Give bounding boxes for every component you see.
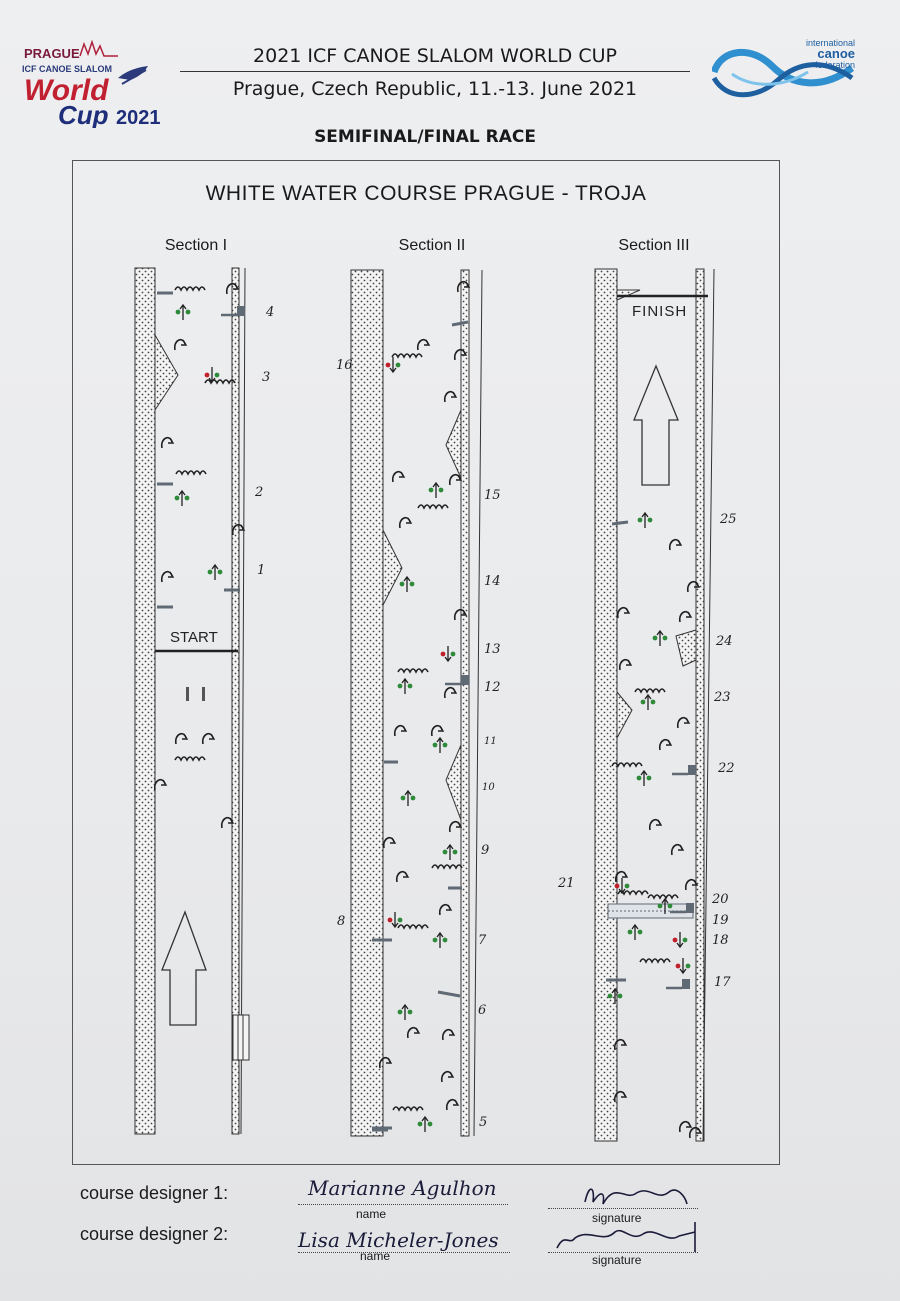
signature-caption: signature bbox=[592, 1253, 642, 1267]
gate-number: 7 bbox=[478, 933, 487, 948]
event-location-date: Prague, Czech Republic, 11.-13. June 2021 bbox=[232, 78, 638, 100]
gate-number: 22 bbox=[718, 761, 735, 776]
designer-1-label: course designer 1: bbox=[80, 1183, 229, 1203]
gate-number: 9 bbox=[481, 843, 490, 858]
gate-number: 3 bbox=[262, 370, 271, 385]
gate-number: 16 bbox=[336, 358, 353, 373]
svg-text:PRAGUE: PRAGUE bbox=[24, 46, 80, 61]
gate-number: 10 bbox=[482, 782, 495, 793]
event-title: 2021 ICF CANOE SLALOM WORLD CUP bbox=[253, 45, 617, 67]
gate-number: 4 bbox=[266, 305, 275, 320]
course-title: WHITE WATER COURSE PRAGUE - TROJA bbox=[205, 182, 647, 205]
designer-1-name-line bbox=[298, 1204, 508, 1205]
designer-2-label: course designer 2: bbox=[80, 1224, 229, 1244]
gate-number: 2 bbox=[255, 485, 264, 500]
gate-number: 1 bbox=[257, 563, 266, 578]
svg-text:canoe: canoe bbox=[817, 46, 855, 61]
gate-number: 15 bbox=[484, 488, 501, 503]
svg-text:World: World bbox=[24, 74, 109, 107]
svg-text:ICF CANOE SLALOM: ICF CANOE SLALOM bbox=[22, 64, 112, 74]
gate-number: 12 bbox=[484, 680, 501, 695]
gate-number: 6 bbox=[478, 1003, 487, 1018]
designer-2-name-line bbox=[298, 1252, 510, 1253]
section-3-title: Section III bbox=[618, 237, 690, 254]
gate-number: 13 bbox=[484, 642, 501, 657]
gate-number: 21 bbox=[558, 876, 575, 891]
svg-text:2021: 2021 bbox=[116, 107, 161, 128]
gate-number: 11 bbox=[484, 736, 497, 747]
name-caption: name bbox=[356, 1207, 387, 1221]
finish-label: FINISH bbox=[632, 303, 688, 320]
signature-1-line bbox=[548, 1208, 698, 1209]
name-caption: name bbox=[360, 1249, 391, 1263]
gate-number: 8 bbox=[337, 914, 346, 929]
svg-text:international: international bbox=[805, 38, 855, 48]
gate-number: 19 bbox=[712, 913, 729, 928]
svg-text:federation: federation bbox=[814, 60, 855, 70]
gate-number: 14 bbox=[484, 574, 501, 589]
race-type: SEMIFINAL/FINAL RACE bbox=[314, 127, 536, 147]
designer-2-name: Lisa Micheler-Jones bbox=[298, 1228, 499, 1252]
gate-number: 24 bbox=[716, 634, 733, 649]
gate-number: 25 bbox=[720, 512, 737, 527]
designer-1-name: Marianne Agulhon bbox=[308, 1176, 497, 1200]
signature-caption: signature bbox=[592, 1211, 642, 1225]
gate-number: 20 bbox=[712, 892, 729, 907]
gate-number: 23 bbox=[714, 690, 731, 705]
gate-number: 17 bbox=[714, 975, 731, 990]
section-1-title: Section I bbox=[164, 237, 228, 254]
gate-number: 5 bbox=[479, 1115, 488, 1130]
gate-number: 18 bbox=[712, 933, 729, 948]
svg-text:Cup: Cup bbox=[58, 100, 109, 128]
start-label: START bbox=[170, 629, 218, 646]
section-2-title: Section II bbox=[398, 237, 466, 254]
